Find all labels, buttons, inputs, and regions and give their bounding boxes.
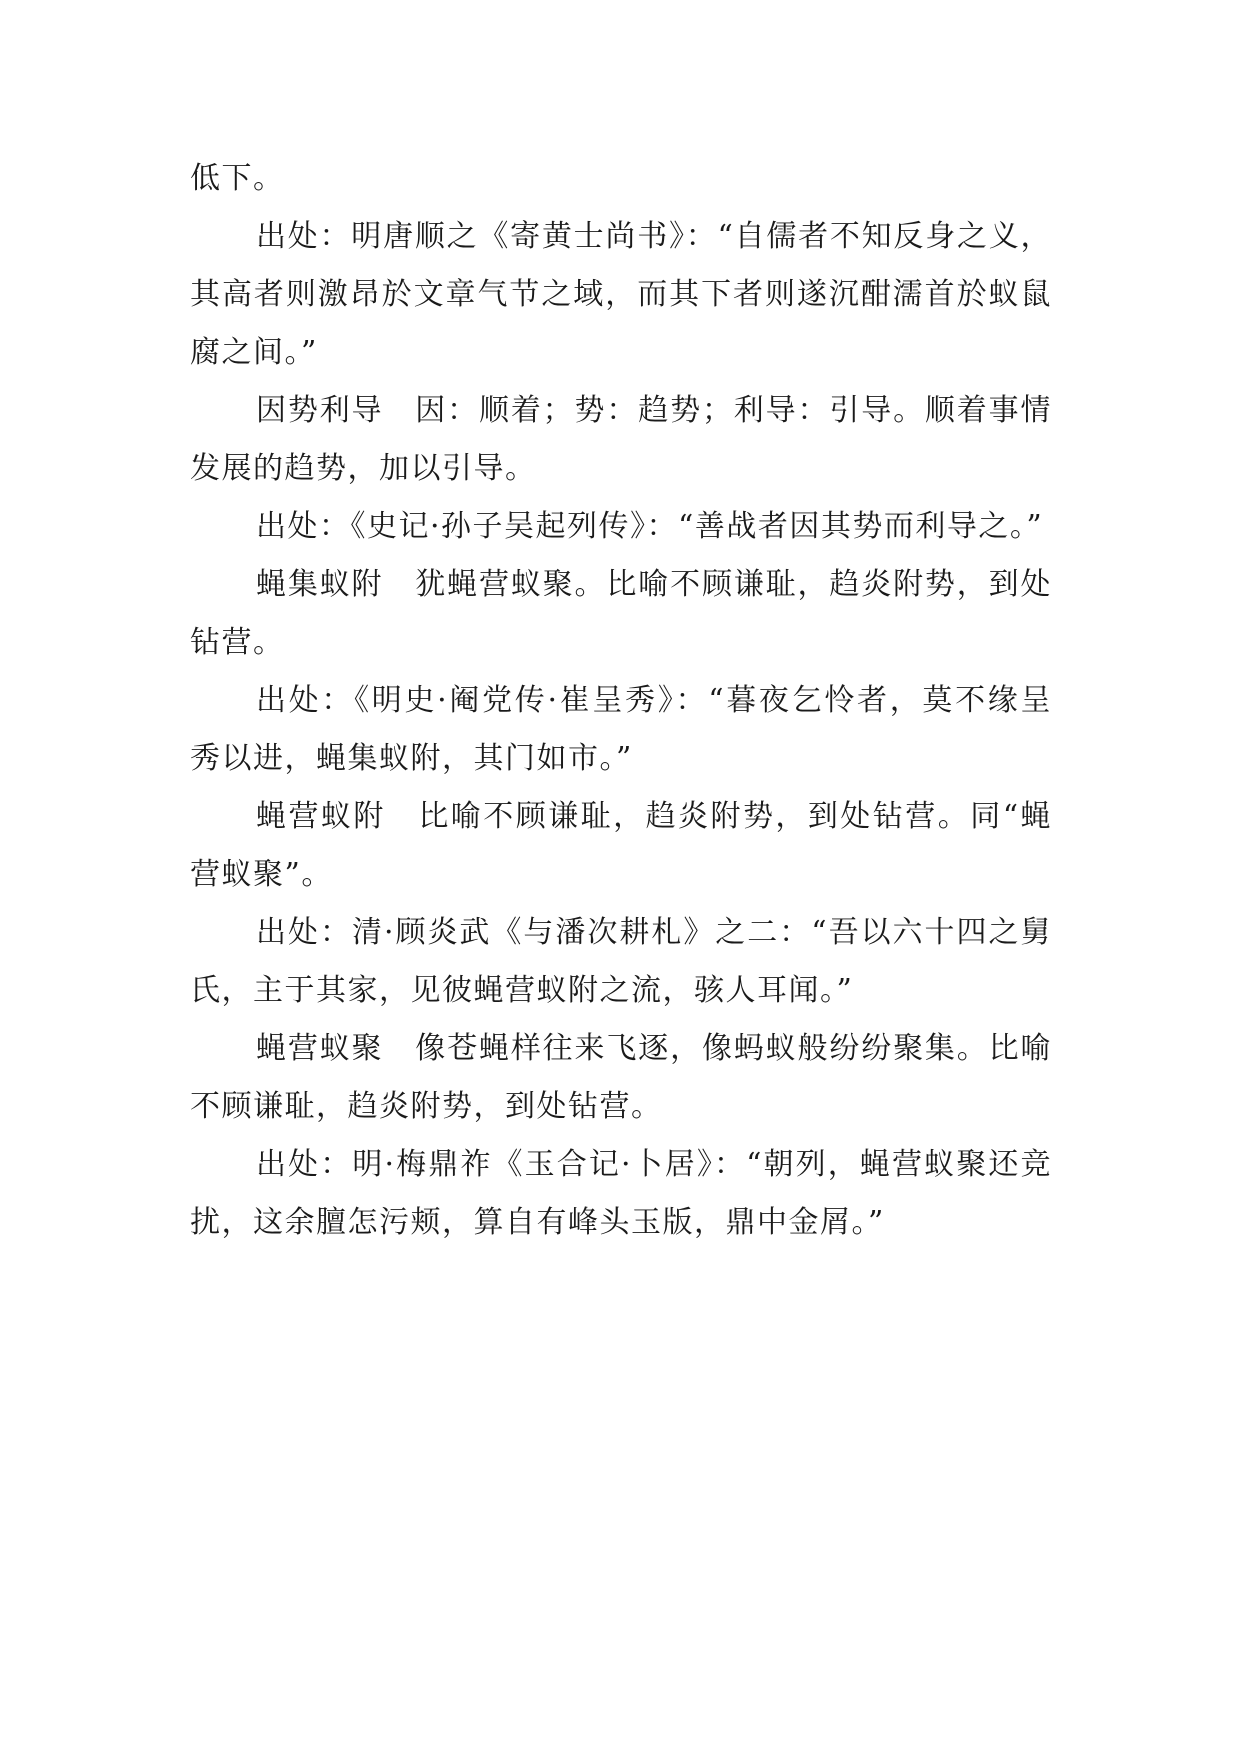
paragraph-continuation: 低下。 [190,161,285,196]
paragraph-idiom: 蝇营蚁聚 像苍蝇样往来飞逐，像蚂蚁般纷纷聚集。比喻不顾谦耻，趋炎附势，到处钻营。 [190,1031,1052,1124]
paragraph-source: 出处：《史记·孙子吴起列传》：“善战者因其势而利导之。” [256,509,1044,544]
paragraph-source: 出处：明·梅鼎祚《玉合记·卜居》：“朝列，蝇营蚁聚还竞扰，这余膻怎污颊，算自有峰头玉版，鼎中金屑。” [190,1147,1052,1240]
paragraph-idiom: 因势利导 因：顺着；势：趋势；利导：引导。顺着事情发展的趋势，加以引导。 [190,393,1052,486]
paragraph-idiom: 蝇营蚁附 比喻不顾谦耻，趋炎附势，到处钻营。同“蝇营蚁聚”。 [190,799,1052,892]
paragraph-source: 出处：《明史·阉党传·崔呈秀》：“暮夜乞怜者，莫不缘呈秀以进，蝇集蚁附，其门如市。” [190,683,1052,776]
paragraph-source: 出处：明唐顺之《寄黄士尚书》：“自儒者不知反身之义，其高者则激昂於文章气节之域，而其下者则遂沉酣濡首於蚁鼠腐之间。” [190,219,1052,370]
paragraph-idiom: 蝇集蚁附 犹蝇营蚁聚。比喻不顾谦耻，趋炎附势，到处钻营。 [190,567,1052,660]
paragraph-source: 出处：清·顾炎武《与潘次耕札》之二：“吾以六十四之舅氏，主于其家，见彼蝇营蚁附之流，骇人耳闻。” [190,915,1052,1008]
document-page [190,150,1052,1252]
